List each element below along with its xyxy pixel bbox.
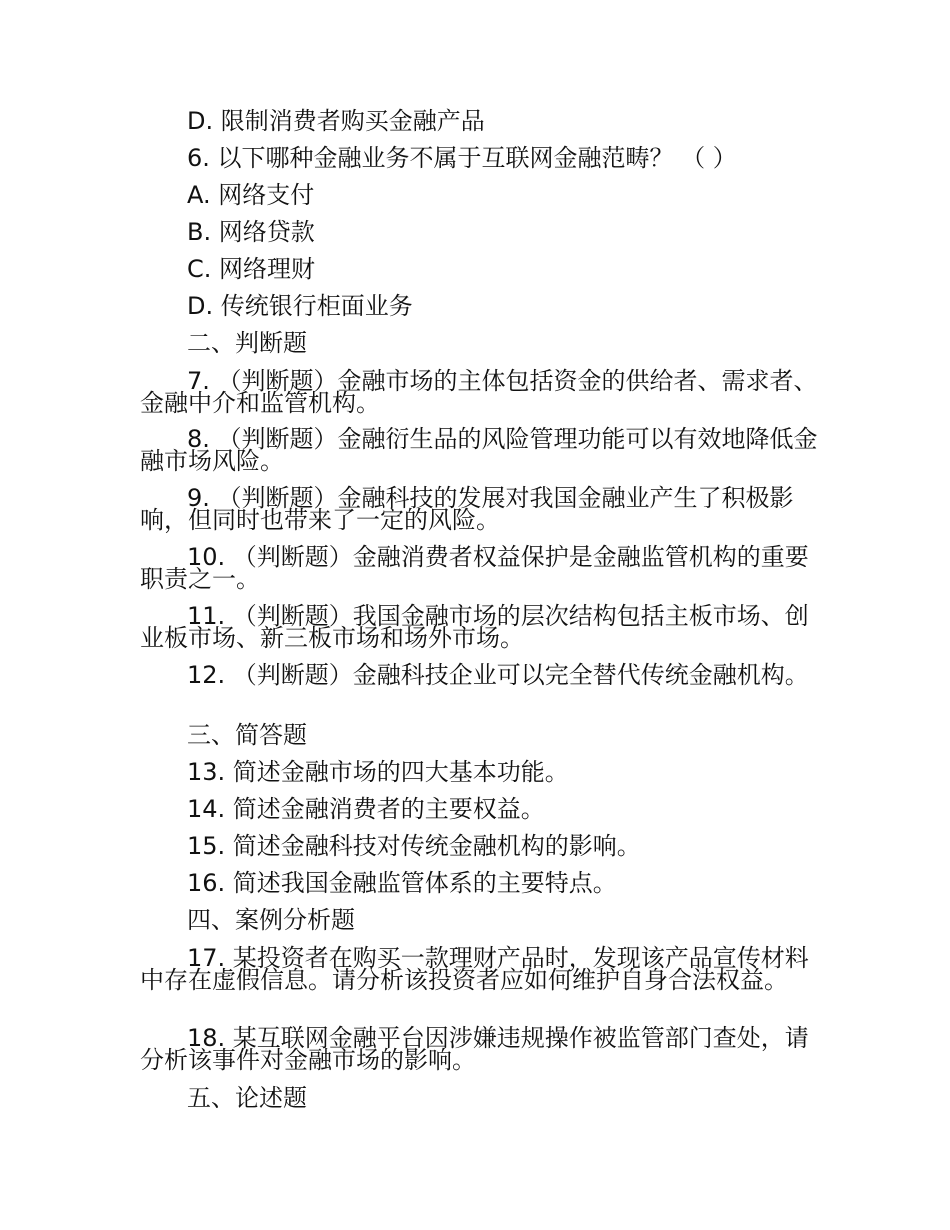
question-14: 14. 简述金融消费者的主要权益。 <box>187 795 545 823</box>
question-15: 15. 简述金融科技对传统金融机构的影响。 <box>187 832 641 860</box>
question-6: 6. 以下哪种金融业务不属于互联网金融范畴？ （ ） <box>187 144 737 172</box>
question-16: 16. 简述我国金融监管体系的主要特点。 <box>187 869 617 897</box>
question-10: 10. （判断题）金融消费者权益保护是金融监管机构的重要职责之一。 <box>140 543 809 593</box>
option-d-q6: D. 传统银行柜面业务 <box>187 292 413 320</box>
question-17: 17. 某投资者在购买一款理财产品时，发现该产品宣传材料中存在虚假信息。请分析该投资者应如何维护自身合法权益。 <box>140 944 809 994</box>
section-heading-true-false: 二、判断题 <box>187 329 307 357</box>
question-9: 9. （判断题）金融科技的发展对我国金融业产生了积极影响，但同时也带来了一定的风险。 <box>140 484 794 534</box>
question-12: 12. （判断题）金融科技企业可以完全替代传统金融机构。 <box>187 661 809 689</box>
question-7: 7. （判断题）金融市场的主体包括资金的供给者、需求者、金融中介和监管机构。 <box>140 367 818 417</box>
section-heading-case-analysis: 四、案例分析题 <box>187 906 355 934</box>
option-b-q6: B. 网络贷款 <box>187 218 315 246</box>
question-18: 18. 某互联网金融平台因涉嫌违规操作被监管部门查处，请分析该事件对金融市场的影响。 <box>140 1024 809 1074</box>
option-a-q6: A. 网络支付 <box>187 181 315 209</box>
question-13: 13. 简述金融市场的四大基本功能。 <box>187 758 569 786</box>
section-heading-short-answer: 三、简答题 <box>187 721 307 749</box>
section-heading-essay: 五、论述题 <box>187 1084 307 1112</box>
question-8: 8. （判断题）金融衍生品的风险管理功能可以有效地降低金融市场风险。 <box>140 425 818 475</box>
question-11: 11. （判断题）我国金融市场的层次结构包括主板市场、创业板市场、新三板市场和场外市场。 <box>140 602 809 652</box>
option-d-q5: D. 限制消费者购买金融产品 <box>187 107 485 135</box>
option-c-q6: C. 网络理财 <box>187 255 316 283</box>
